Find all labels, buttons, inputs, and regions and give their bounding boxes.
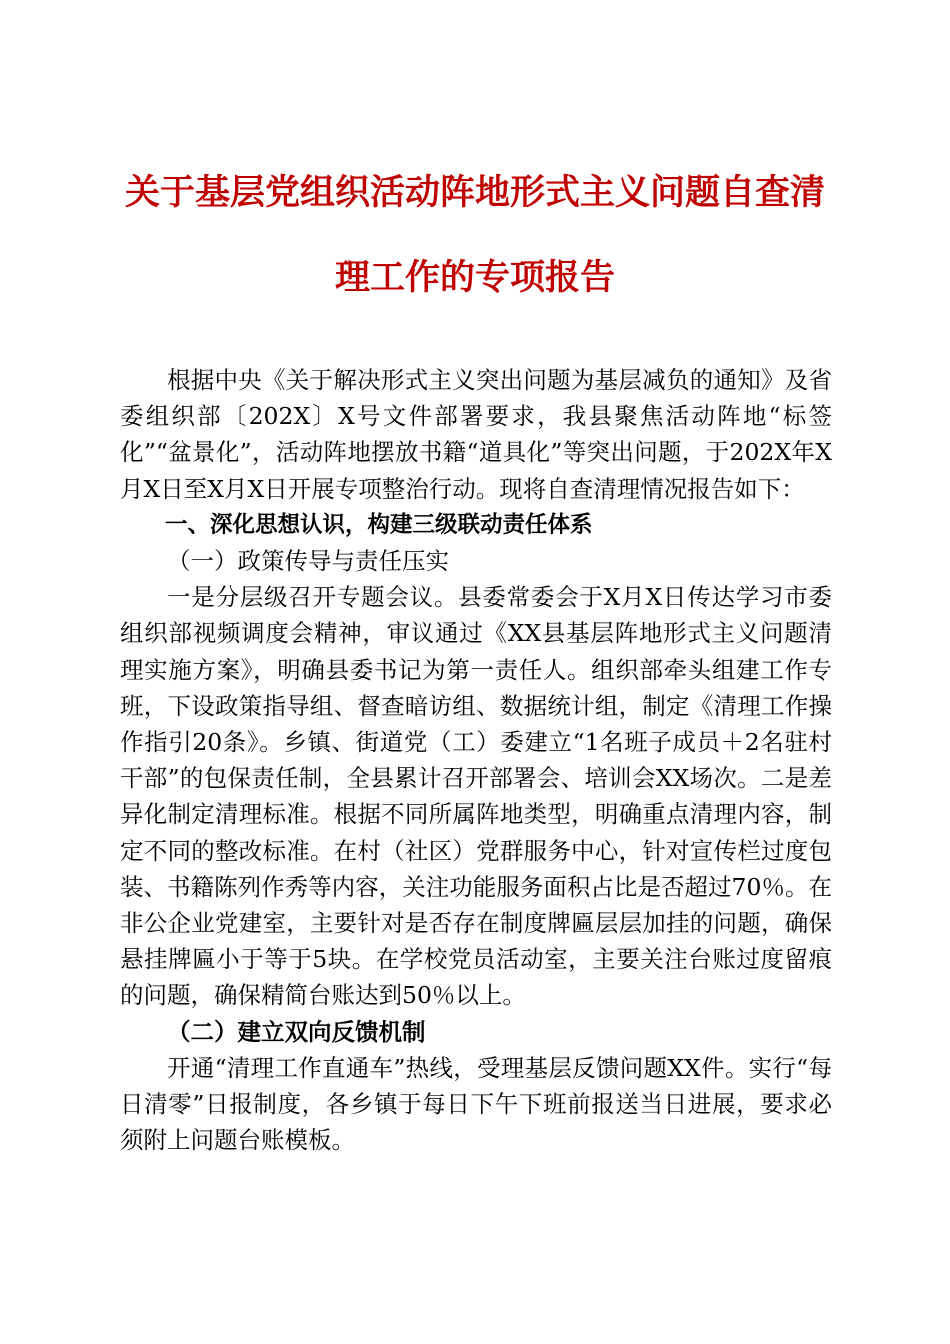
document-body	[120, 362, 832, 1158]
section-1-heading: 一、深化思想认识，构建三级联动责任体系	[165, 511, 593, 538]
subsection-2-paragraph: 开通“清理工作直通车”热线，受理基层反馈问题XX件。实行“每日清零”日报制度，各乡镇于每日下午下班前报送当日进展，要求必须附上问题台账模板。	[120, 1053, 832, 1155]
intro-paragraph: 根据中央《关于解决形式主义突出问题为基层减负的通知》及省委组织部〔202X〕X号文件部署要求，我县聚焦活动阵地“标签化”“盆景化”，活动阵地摆放书籍“道具化”等突出问题，于202X年X月X日至X月X日开展专项整治行动。现将自查清理情况报告如下：	[120, 366, 832, 503]
subsection-2-heading: （二）建立双向反馈机制	[167, 1017, 426, 1046]
document-title-line-1: 关于基层党组织活动阵地形式主义问题自查清	[124, 172, 825, 213]
document-title-line-2: 理工作的专项报告	[334, 257, 615, 298]
subsection-1-heading: （一）政策传导与责任压实	[167, 547, 449, 576]
subsection-1-paragraph: 一是分层级召开专题会议。县委常委会于X月X日传达学习市委组织部视频调度会精神，审议通过《XX县基层阵地形式主义问题清理实施方案》，明确县委书记为第一责任人。组织部牵头组建工作专班，下设政策指导组、督查暗访组、数据统计组，制定《清理工作操作指引20条》。乡镇、街道党（工）委建立“1名班子成员＋2名驻村干部”的包保责任制，全县累计召开部署会、培训会XX场次。二是差异化制定清理标准。根据不同所属阵地类型，明确重点清理内容，制定不同的整改标准。在村（社区）党群服务中心，针对宣传栏过度包装、书籍陈列作秀等内容，关注功能服务面积占比是否超过70％。在非公企业党建室，主要针对是否存在制度牌匾层层加挂的问题，确保悬挂牌匾小于等于5块。在学校党员活动室，主要关注台账过度留痕的问题，确保精简台账达到50％以上。	[120, 583, 832, 1010]
